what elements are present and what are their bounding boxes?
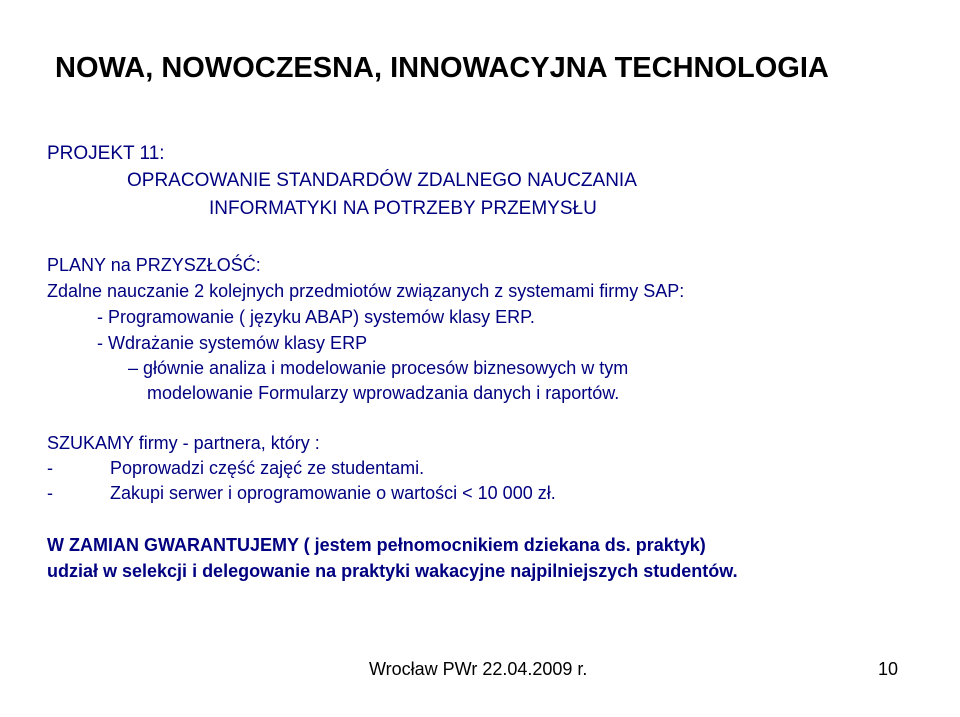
project-title-line-2: INFORMATYKI NA POTRZEBY PRZEMYSŁU <box>209 198 597 219</box>
plans-subitem-line-1: – głównie analiza i modelowanie procesów biznesowych w tym <box>128 358 629 378</box>
page-number: 10 <box>878 659 899 679</box>
seeking-item-dash: - <box>47 483 53 503</box>
seeking-item-dash: - <box>47 458 53 478</box>
plans-item-programming: - Programowanie ( języku ABAP) systemów klasy ERP. <box>97 307 535 327</box>
seeking-heading: SZUKAMY firmy - partnera, który : <box>47 433 320 453</box>
project-label: PROJEKT 11: <box>47 143 165 164</box>
plans-item-implementation: - Wdrażanie systemów klasy ERP <box>97 333 368 353</box>
plans-intro: Zdalne nauczanie 2 kolejnych przedmiotów związanych z systemami firmy SAP: <box>47 281 685 301</box>
seeking-item-server: Zakupi serwer i oprogramowanie o wartości < 10 000 zł. <box>110 483 556 503</box>
guarantee-line-2: udział w selekcji i delegowanie na praktyki wakacyjne najpilniejszych studentów. <box>47 561 738 581</box>
seeking-item-teaching: Poprowadzi część zajęć ze studentami. <box>110 458 425 478</box>
guarantee-line-1: W ZAMIAN GWARANTUJEMY ( jestem pełnomocnikiem dziekana ds. praktyk) <box>47 535 706 555</box>
project-title-line-1: OPRACOWANIE STANDARDÓW ZDALNEGO NAUCZANIA <box>127 170 637 191</box>
plans-subitem-line-2: modelowanie Formularzy wprowadzania danych i raportów. <box>147 383 620 403</box>
page-title: NOWA, NOWOCZESNA, INNOWACYJNA TECHNOLOGIA <box>55 52 829 84</box>
plans-heading: PLANY na PRZYSZŁOŚĆ: <box>47 255 261 275</box>
footer-place-date: Wrocław PWr 22.04.2009 r. <box>369 659 588 679</box>
